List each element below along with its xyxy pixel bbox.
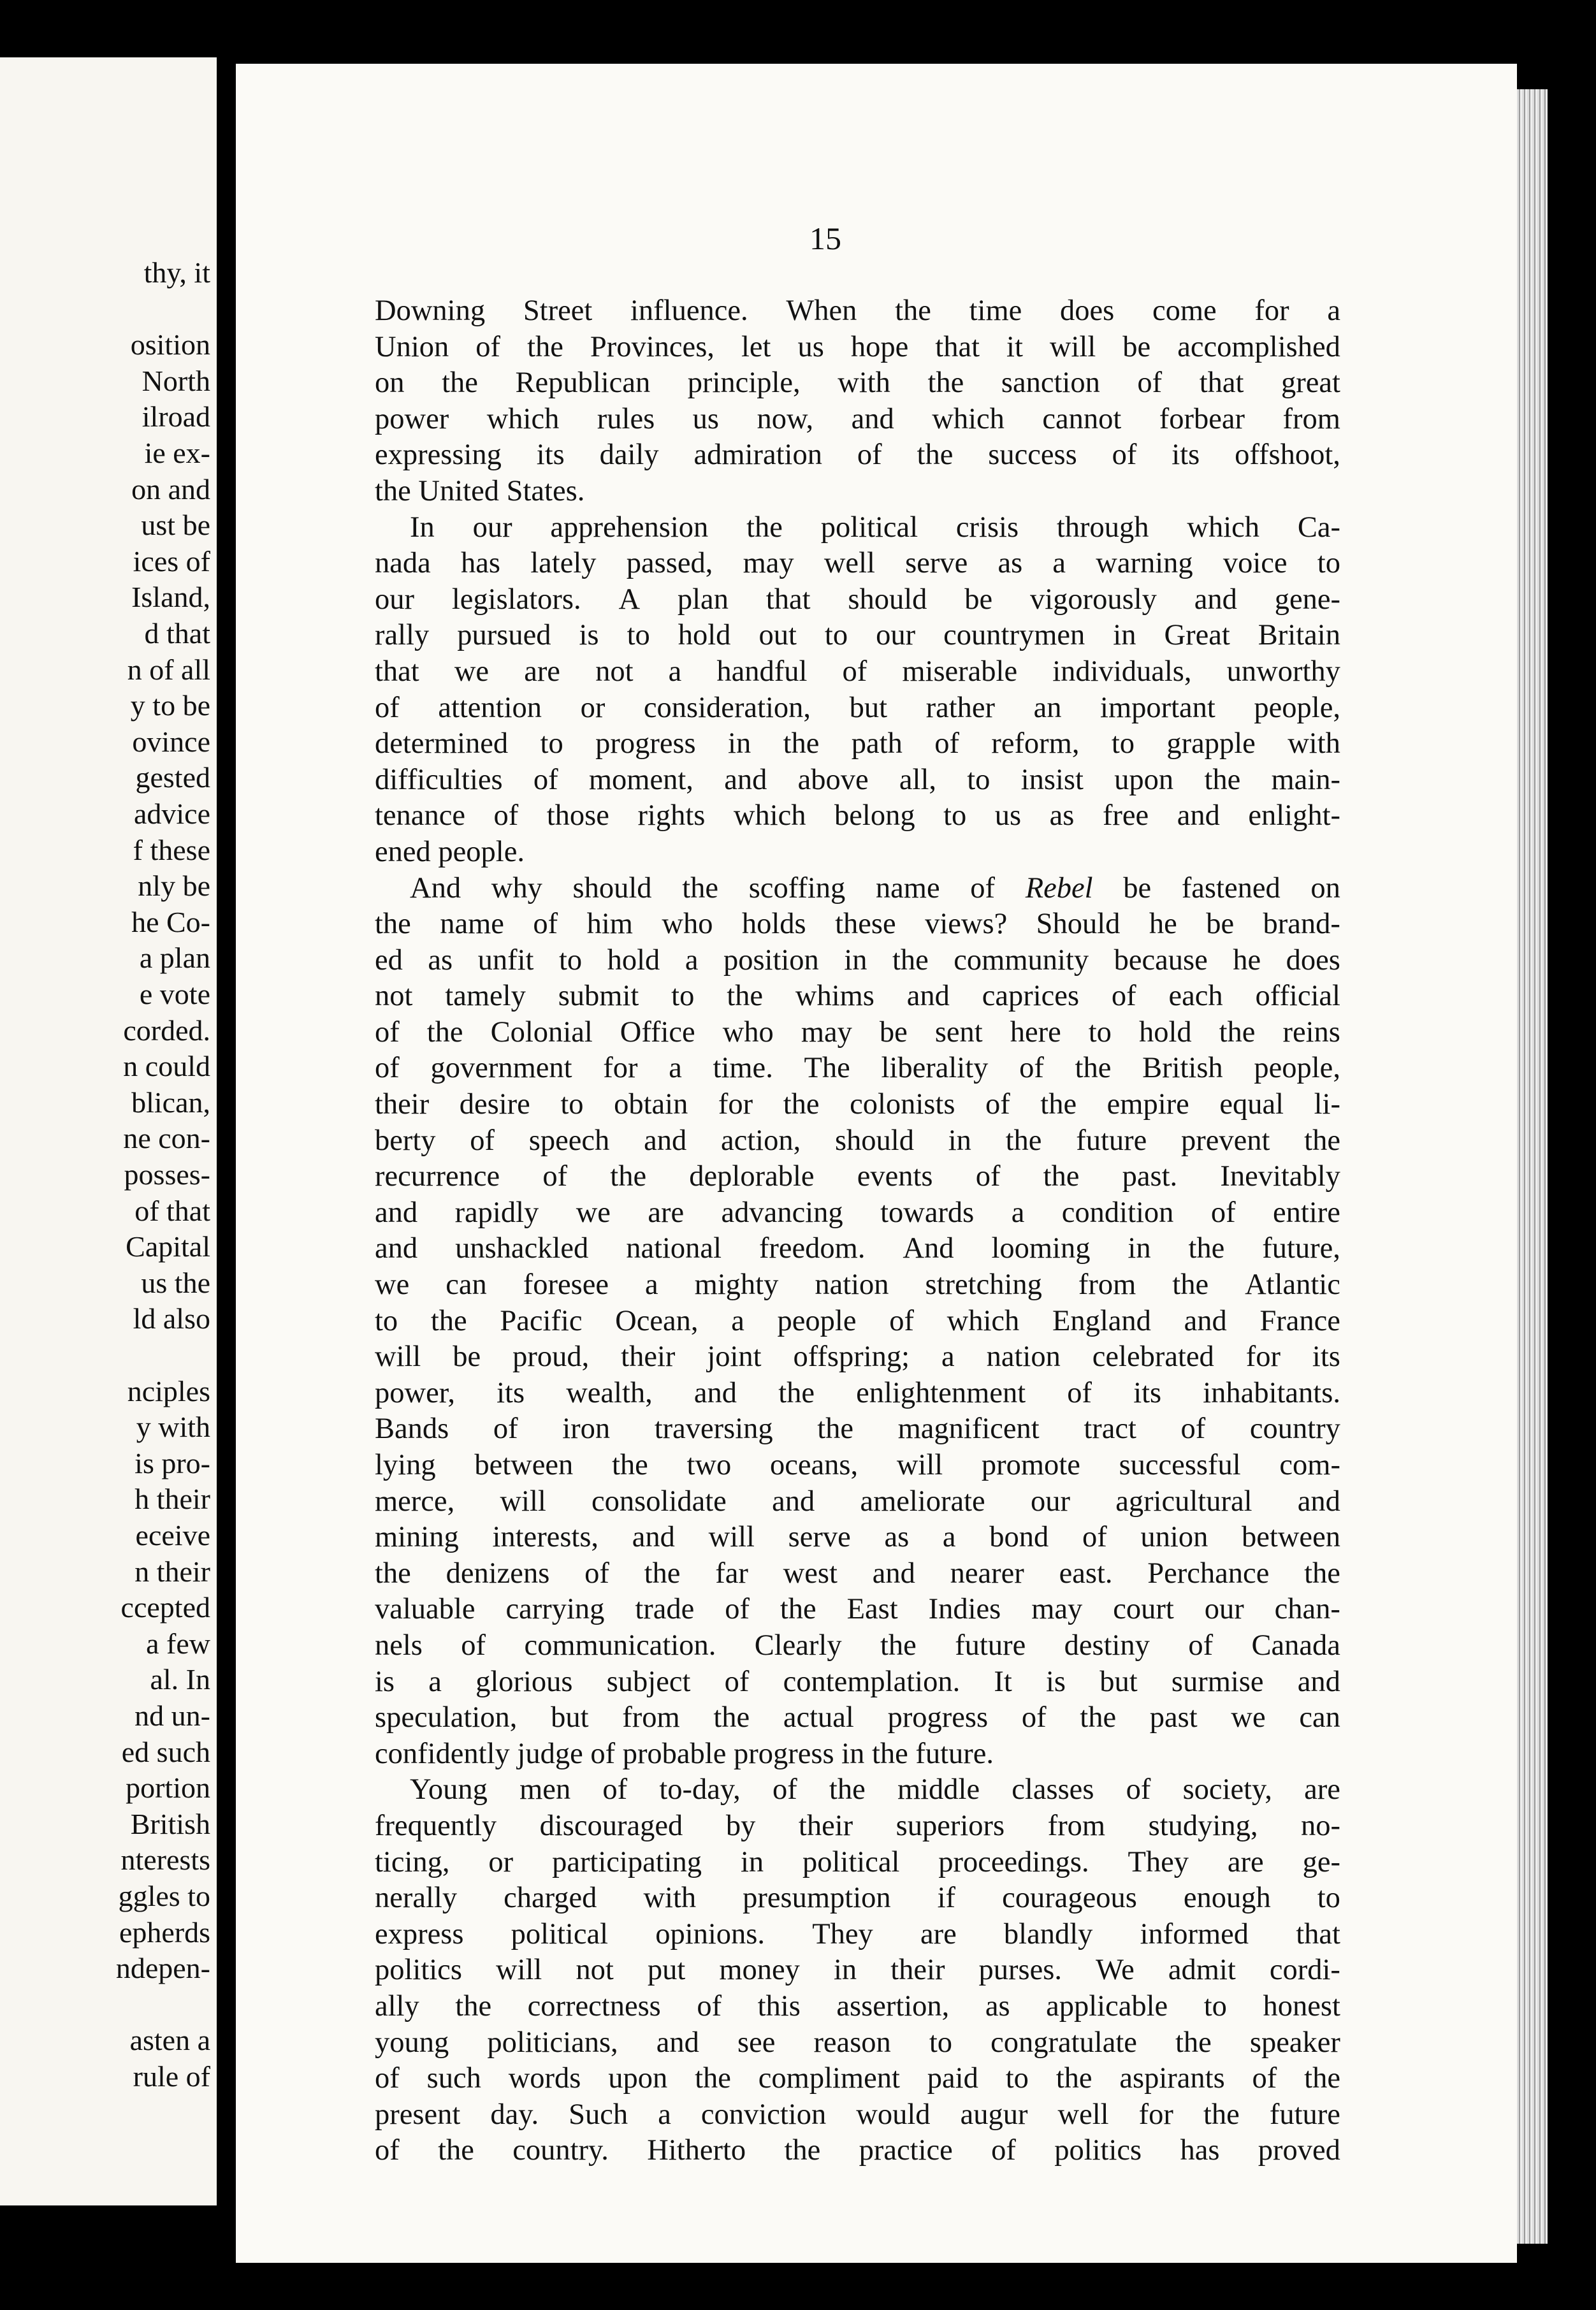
text-line: to the Pacific Ocean, a people of which England and France bbox=[375, 1304, 1340, 1337]
text-line: frequently discouraged by their superiors from studying, no- bbox=[375, 1809, 1340, 1842]
text-line: the denizens of the far west and nearer east. Perchance the bbox=[375, 1557, 1340, 1590]
facing-page-line: ie ex- bbox=[144, 437, 210, 469]
text-line: ened people. bbox=[375, 835, 525, 868]
text-line: merce, will consolidate and ameliorate our agricultural and bbox=[375, 1485, 1340, 1518]
facing-page-line: he Co- bbox=[131, 905, 210, 938]
facing-page-line: nciples bbox=[127, 1374, 210, 1407]
text-line: ed as unfit to hold a position in the community because he does bbox=[375, 943, 1340, 977]
text-line: the United States. bbox=[375, 474, 585, 507]
facing-page-line: North bbox=[141, 364, 210, 397]
facing-page-line: al. In bbox=[150, 1663, 210, 1696]
text-line: their desire to obtain for the colonists of the empire equal li- bbox=[375, 1088, 1340, 1121]
facing-page-line: ndepen- bbox=[115, 1952, 210, 1985]
text-line: we can foresee a mighty nation stretching from the Atlantic bbox=[375, 1268, 1340, 1302]
facing-page bbox=[0, 57, 217, 2205]
text-line: Downing Street influence. When the time does come for a bbox=[375, 294, 1340, 327]
facing-page-line: n could bbox=[123, 1050, 210, 1083]
text-line: lying between the two oceans, will promote successful com- bbox=[375, 1449, 1340, 1481]
facing-page-line: n of all bbox=[127, 653, 210, 686]
text-line: valuable carrying trade of the East Indies may court our chan- bbox=[375, 1593, 1340, 1626]
facing-page-line: nly be bbox=[138, 869, 210, 903]
facing-page-line: rule of bbox=[133, 2060, 210, 2093]
text-line: And why should the scoffing name of Rebel be fastened on bbox=[410, 871, 1340, 904]
text-line: speculation, but from the actual progress of the past we can bbox=[375, 1701, 1340, 1734]
text-line: In our apprehension the political crisis through which Ca- bbox=[410, 511, 1340, 544]
facing-page-line: n their bbox=[134, 1555, 210, 1588]
text-line: not tamely submit to the whims and caprices of each official bbox=[375, 980, 1340, 1013]
text-line: Young men of to-day, of the middle classes of society, are bbox=[410, 1773, 1340, 1806]
facing-page-line: f these bbox=[133, 833, 210, 866]
facing-page-line: British bbox=[130, 1807, 210, 1840]
facing-page-line: corded. bbox=[123, 1013, 210, 1047]
facing-page-line: asten a bbox=[129, 2024, 210, 2057]
facing-page-line: blican, bbox=[131, 1086, 210, 1119]
facing-page-line: a plan bbox=[139, 941, 210, 975]
page-number: 15 bbox=[809, 221, 841, 256]
text-line: the name of him who holds these views? Should he be brand- bbox=[375, 908, 1340, 941]
text-line: will be proud, their joint offspring; a nation celebrated for its bbox=[375, 1340, 1340, 1374]
text-line: of such words upon the compliment paid to the aspirants of the bbox=[375, 2062, 1340, 2095]
facing-page-line: ne con- bbox=[123, 1122, 210, 1155]
facing-page-line: ggles to bbox=[118, 1880, 210, 1912]
text-line: power, its wealth, and the enlightenment of its inhabitants. bbox=[375, 1376, 1340, 1409]
facing-page-line: ovince bbox=[132, 725, 210, 758]
facing-page-line: Capital bbox=[126, 1230, 210, 1263]
text-line: difficulties of moment, and above all, to insist upon the main- bbox=[375, 763, 1340, 796]
text-line: express political opinions. They are blandly informed that bbox=[375, 1917, 1340, 1950]
facing-page-line: Island, bbox=[131, 581, 210, 614]
body-text bbox=[375, 293, 1340, 2169]
facing-page-line: epherds bbox=[119, 1915, 210, 1949]
text-line: Bands of iron traversing the magnificent tract of country bbox=[375, 1413, 1340, 1446]
text-line: ticing, or participating in political proceedings. They are ge- bbox=[375, 1845, 1340, 1878]
text-line: Union of the Provinces, let us hope that it will be accomplished bbox=[375, 330, 1340, 363]
facing-page-line: a few bbox=[146, 1627, 210, 1660]
text-line: expressing its daily admiration of the success of its offshoot, bbox=[375, 439, 1340, 472]
facing-page-line: ld also bbox=[133, 1302, 210, 1335]
facing-page-line: ed such bbox=[121, 1735, 210, 1768]
facing-page-line: y to be bbox=[130, 689, 210, 722]
facing-page-line: ust be bbox=[141, 509, 210, 542]
text-line: berty of speech and action, should in the future prevent the bbox=[375, 1124, 1340, 1157]
facing-page-line: on and bbox=[131, 472, 210, 505]
text-line: of the Colonial Office who may be sent here to hold the reins bbox=[375, 1015, 1340, 1049]
text-line: and rapidly we are advancing towards a condition of entire bbox=[375, 1196, 1340, 1229]
facing-page-line: y with bbox=[136, 1411, 210, 1444]
facing-page-line: us the bbox=[141, 1266, 210, 1299]
facing-page-line: d that bbox=[144, 617, 210, 650]
text-line: ally the correctness of this assertion, as applicable to honest bbox=[375, 1989, 1340, 2023]
text-line: tenance of those rights which belong to us as free and enlight- bbox=[375, 799, 1340, 832]
facing-page-line: of that bbox=[134, 1194, 210, 1227]
facing-page-line: ilroad bbox=[141, 400, 210, 433]
text-line: recurrence of the deplorable events of the past. Inevitably bbox=[375, 1160, 1340, 1193]
text-line: nels of communication. Clearly the future destiny of Canada bbox=[375, 1629, 1340, 1662]
facing-page-line: thy, it bbox=[143, 256, 210, 289]
text-line: nerally charged with presumption if courageous enough to bbox=[375, 1882, 1340, 1915]
text-line: present day. Such a conviction would augur well for the future bbox=[375, 2098, 1340, 2131]
text-line: determined to progress in the path of reform, to grapple with bbox=[375, 727, 1340, 760]
text-line: mining interests, and will serve as a bond of union between bbox=[375, 1521, 1340, 1554]
facing-page-line: ccepted bbox=[120, 1591, 210, 1624]
facing-page-line: advice bbox=[133, 797, 210, 830]
facing-page-line: nd un- bbox=[134, 1699, 210, 1732]
text-line: rally pursued is to hold out to our countrymen in Great Britain bbox=[375, 619, 1340, 652]
text-line: of attention or consideration, but rather an important people, bbox=[375, 691, 1340, 724]
facing-page-line: eceive bbox=[135, 1519, 210, 1551]
text-line: nada has lately passed, may well serve as a warning voice to bbox=[375, 547, 1340, 580]
facing-page-line: osition bbox=[130, 328, 210, 361]
text-line: confidently judge of probable progress in the future. bbox=[375, 1737, 994, 1770]
facing-page-line: gested bbox=[135, 761, 210, 794]
facing-page-line: is pro- bbox=[134, 1446, 210, 1479]
facing-page-line: h their bbox=[134, 1483, 210, 1516]
facing-page-line: portion bbox=[126, 1771, 210, 1805]
text-line: of government for a time. The liberality of the British people, bbox=[375, 1052, 1340, 1085]
facing-page-line: posses- bbox=[124, 1158, 210, 1191]
text-line: politics will not put money in their purses. We admit cordi- bbox=[375, 1954, 1340, 1987]
text-line: that we are not a handful of miserable individuals, unworthy bbox=[375, 655, 1340, 688]
text-line: and unshackled national freedom. And looming in the future, bbox=[375, 1232, 1340, 1265]
text-line: on the Republican principle, with the sanction of that great bbox=[375, 367, 1340, 400]
facing-page-line: nterests bbox=[120, 1843, 210, 1877]
page-edge bbox=[1517, 89, 1548, 2244]
text-line: our legislators. A plan that should be vigorously and gene- bbox=[375, 583, 1340, 616]
text-line: young politicians, and see reason to congratulate the speaker bbox=[375, 2026, 1340, 2059]
text-line: of the country. Hitherto the practice of politics has proved bbox=[375, 2134, 1340, 2167]
text-line: power which rules us now, and which cannot forbear from bbox=[375, 402, 1340, 435]
facing-page-line: e vote bbox=[139, 978, 210, 1010]
facing-page-line: ices of bbox=[133, 544, 210, 578]
text-line: is a glorious subject of contemplation. It is but surmise and bbox=[375, 1665, 1340, 1698]
